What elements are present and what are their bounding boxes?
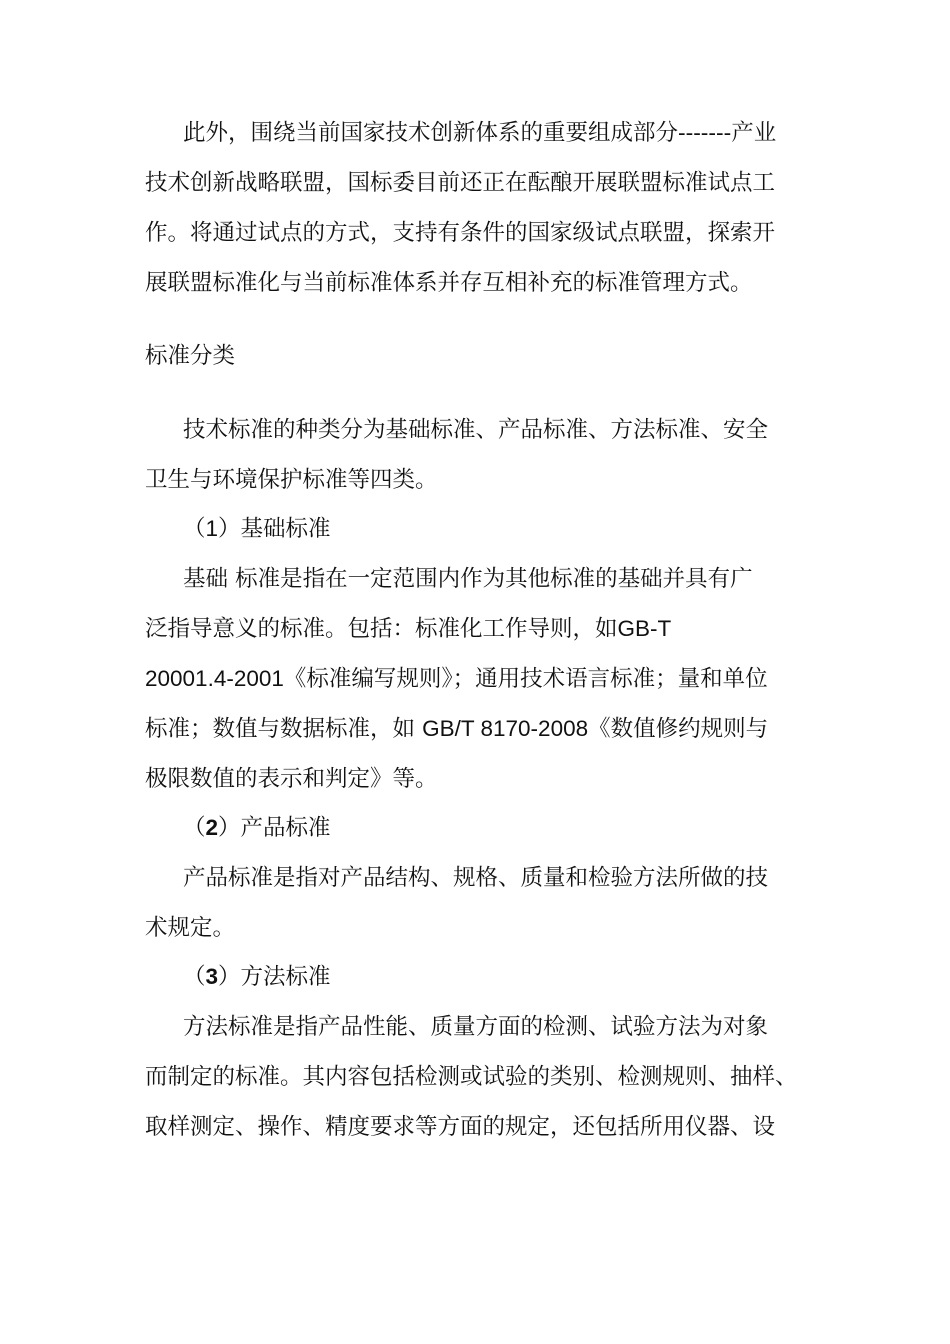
overview-line-1: 技术标准的种类分为基础标准、产品标准、方法标准、安全	[183, 417, 769, 443]
method-heading-num: 3	[205, 964, 219, 989]
basic-line-2-text: 泛指导意义的标准。包括：标准化工作导则，如	[145, 616, 618, 642]
basic-line-3-text: 《标准编写规则》；通用技术语言标准；量和单位	[283, 666, 768, 692]
basic-line-4	[145, 714, 768, 744]
basic-line-4-code: GB/T 8170-2008	[422, 716, 589, 741]
basic-line-3	[145, 664, 768, 694]
basic-line-2-code: GB-T	[617, 616, 672, 641]
basic-line-4-text2: 《数值修约规则与	[588, 716, 769, 742]
method-line-3: 取样测定、操作、精度要求等方面的规定，还包括所用仪器、设	[145, 1114, 776, 1140]
basic-heading-open: （	[183, 516, 206, 542]
basic-line-5: 极限数值的表示和判定》等。	[145, 766, 438, 792]
product-line-2: 术规定。	[145, 915, 236, 941]
product-heading	[183, 813, 331, 843]
intro-line-4: 展联盟标准化与当前标准体系并存互相补充的标准管理方式。	[145, 270, 753, 296]
basic-line-2	[145, 614, 671, 644]
basic-line-1: 基础 标准是指在一定范围内作为其他标准的基础并具有广	[183, 566, 753, 592]
intro-line-2: 技术创新战略联盟，国标委目前还正在酝酿开展联盟标准试点工	[145, 170, 776, 196]
basic-heading-num: 1	[205, 516, 219, 541]
section-heading: 标准分类	[145, 343, 236, 369]
method-heading	[183, 962, 331, 992]
intro-line-3: 作。将通过试点的方式，支持有条件的国家级试点联盟，探索开	[145, 220, 776, 246]
method-line-2: 而制定的标准。其内容包括检测或试验的类别、检测规则、抽样、	[145, 1064, 798, 1090]
basic-heading-close: ）基础标准	[218, 516, 331, 542]
product-heading-open: （	[183, 815, 206, 841]
product-heading-num: 2	[205, 815, 219, 840]
product-heading-close: ）产品标准	[218, 815, 331, 841]
intro-line-1: 此外，围绕当前国家技术创新体系的重要组成部分-------产业	[183, 120, 777, 146]
overview-line-2: 卫生与环境保护标准等四类。	[145, 467, 438, 493]
method-heading-close: ）方法标准	[218, 964, 331, 990]
method-heading-open: （	[183, 964, 206, 990]
basic-line-3-code: 20001.4-2001	[145, 666, 284, 691]
product-line-1: 产品标准是指对产品结构、规格、质量和检验方法所做的技	[183, 865, 769, 891]
basic-heading	[183, 514, 331, 544]
method-line-1: 方法标准是指产品性能、质量方面的检测、试验方法为对象	[183, 1014, 769, 1040]
basic-line-4-text: 标准；数值与数据标准，如	[145, 716, 423, 742]
